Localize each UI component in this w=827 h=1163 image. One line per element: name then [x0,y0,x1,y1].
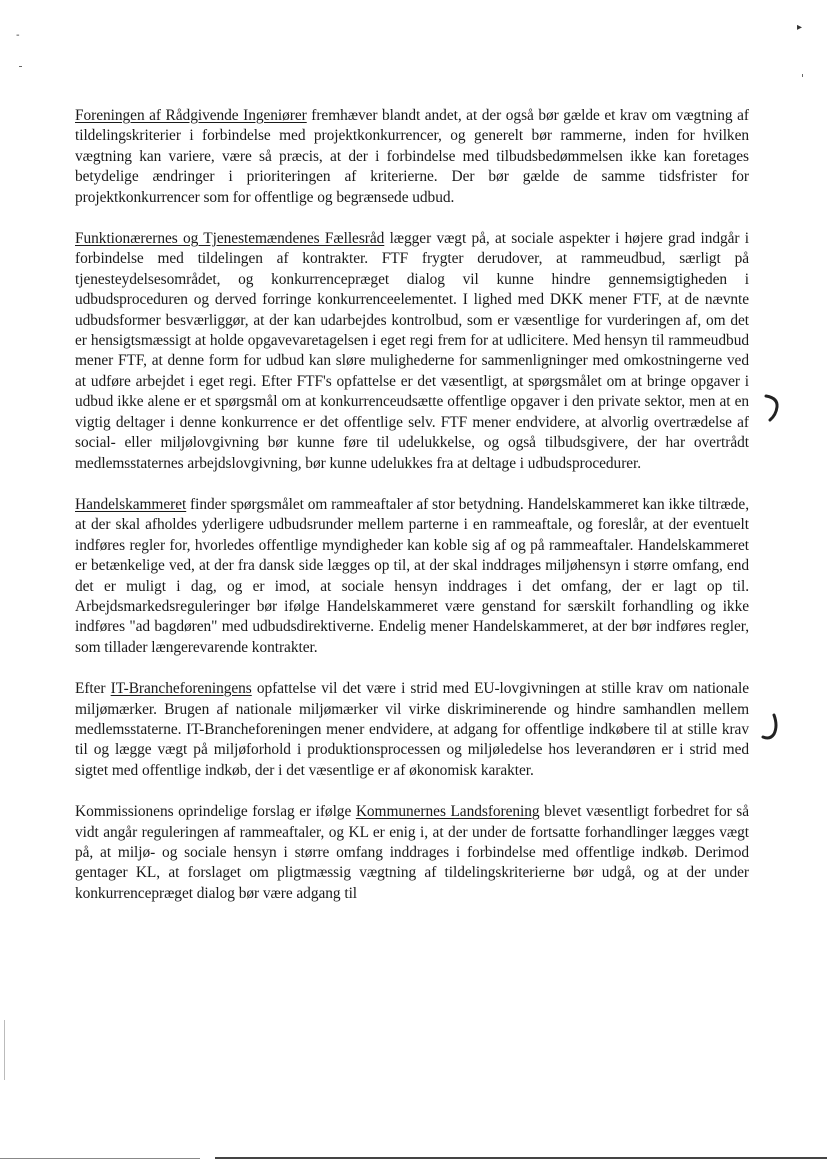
document-body [75,106,749,925]
scan-speck-top-left: - [16,30,20,41]
scan-speck-right [802,74,803,77]
scan-speck-top-right: ▸ [797,22,803,33]
organization-name: Funktionærernes og Tjenestemændenes Fællesråd [75,230,385,248]
scan-margin-line [4,1020,5,1080]
punch-hole-mark-lower [760,712,784,742]
organization-name: Kommunernes Landsforening [355,803,540,821]
paragraph-kl: Kommissionens oprindelige forslag er ifølge Kommunernes Landsforening blevet væsentligt forbedret for så vidt angår reguleringen af rammeaftaler, og KL er enig i, at der under de fortsatte forhandlinger lægges vægt på, at miljø- og sociale hensyn i større omfang inddrages i forbindelse med offentlige indkøb. Derimod gentager KL, at forslaget om pligtmæssig vægtning af tildelingskriterierne bør udgå, og at der under konkurrencepræget dialog bør være adgang til [75,803,749,902]
paragraph-ftf: Funktionærernes og Tjenestemændenes Fællesråd lægger vægt på, at sociale aspekter i højere grad indgår i forbindelse med tildelingen af kontrakter. FTF frygter derudover, at rammeudbud, særligt på tjenesteydelsesområdet, og konkurrencepræget dialog vil kunne hindre gennemsigtigheden i udbudsproceduren og derved forringe konkurrenceelementet. I lighed med DKK mener FTF, at de nævnte udbudsformer besværliggør, at der kan udarbejdes kontrolbud, som er væsentlige for vurderingen af, om det er hensigtsmæssigt at holde opgavevaretagelsen i eget regi frem for at udlicitere. Med hensyn til rammeudbud mener FTF, at denne form for udbud kan sløre mulighederne for sammenligninger med omkostningerne ved at udføre arbejdet i eget regi. Efter FTF's opfattelse er det væsentligt, at spørgsmålet om at bringe opgaver i udbud ikke alene er et spørgsmål om at konkurrenceudsætte offentlige opgaver i den private sektor, men at en vigtig deltager i denne konkurrence er det offentlige selv. FTF mener endvidere, at alvorlig overtrædelse af social- eller miljølovgivning bør kunne føre til udelukkelse, og også tilbudsgivere, der har overtrådt medlemsstaternes arbejdslovgivning, bør kunne udelukkes fra at deltage i udbudsprocedurer. [75,230,749,472]
paragraph-it-brancheforeningen: Efter IT-Brancheforeningens opfattelse vil det være i strid med EU-lovgivningen at stille krav om nationale miljømærker. Brugen af nationale miljømærker vil virke diskriminerende og hindre samhandlen mellem medlemsstaterne. IT-Brancheforeningen mener endvidere, at adgang for offentlige indkøbere til at stille krav til og lægge vægt på miljøforhold i produktionsprocessen og miljøledelse hos leverandøren er i strid med sigtet med offentlige indkøb, der i det væsentlige er af økonomisk karakter. [75,680,750,779]
scan-bottom-rule-left [0,1158,200,1159]
paragraph-fri: Foreningen af Rådgivende Ingeniører fremhæver blandt andet, at der også bør gælde et krav om vægtning af tildelingskriterier i forbindelse med projektkonkurrencer, og generelt bør rammerne, inden for hvilken vægtning kan variere, være så præcis, at der i forbindelse med tilbudsbedømmelsen ikke kan foretages betydelige ændringer i prioriteringen af kriterierne. Der bør gælde de samme tidsfrister for projektkonkurrencer som for offentlige og begrænsede udbud. [75,107,749,206]
organization-name: Handelskammeret [75,495,187,513]
scan-speck-left [19,66,22,67]
organization-name: Foreningen af Rådgivende Ingeniører [75,107,307,124]
paragraph-handelskammeret: Handelskammeret finder spørgsmålet om rammeaftaler af stor betydning. Handelskammeret kan ikke tiltræde, at der skal afholdes yderligere udbudsrunder mellem parterne i en rammeaftale, og foreslår, at der eventuelt indføres regler for, hvorledes offentlige myndigheder kan koble sig af og på rammeaftaler. Handelskammeret er betænkelige ved, at der fra dansk side lægges op til, at der skal inddrages miljøhensyn i større omfang, end det er muligt i dag, og er imod, at sociale hensyn inddrages i det omfang, der er lagt op til. Arbejdsmarkedsreguleringer bør ifølge Handelskammeret være genstand for særskilt forhandling og ikke indføres "ad bagdøren" med udbudsdirektiverne. Endelig mener Handelskammeret, at der bør indføres regler, som tillader længerevarende kontrakter. [75,495,749,656]
organization-name: IT-Brancheforeningens [110,680,252,698]
scan-bottom-rule-right [215,1157,827,1159]
punch-hole-mark-upper [762,393,782,423]
